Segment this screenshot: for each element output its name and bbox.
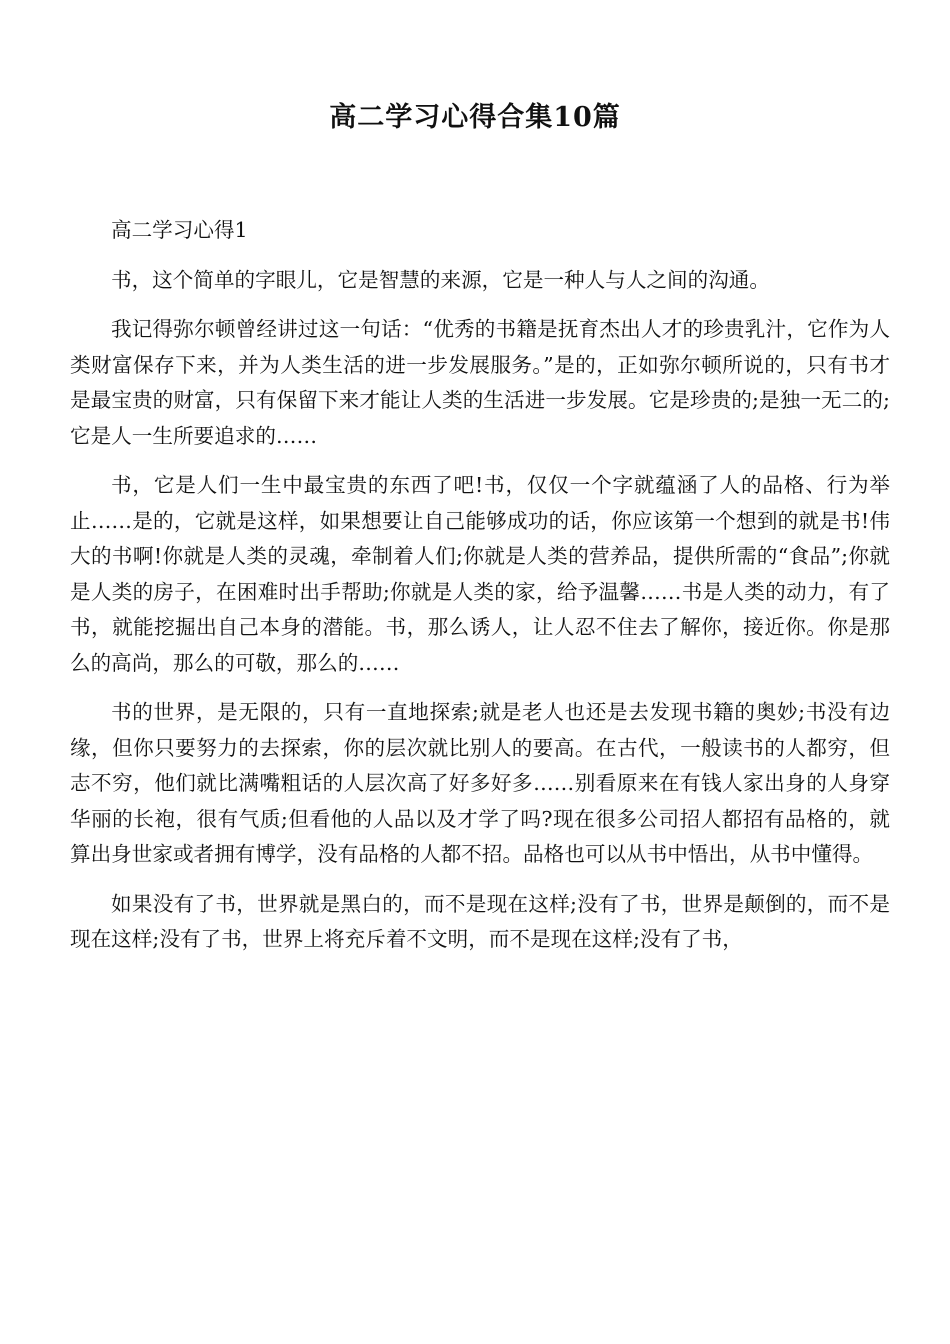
document-title: 高二学习心得合集10篇 bbox=[329, 102, 621, 133]
paragraph: 书的世界，是无限的，只有一直地探索;就是老人也还是去发现书籍的奥妙;书没有边缘，但你只要努力的去探索，你的层次就比别人的要高。在古代，一般读书的人都穷，但志不穷，他们就比满嘴粗话的人层次高了好多好多……别看原来在有钱人家出身的人身穿华丽的长袍，很有气质;但看他的人品以及才学了吗?现在很多公司招人都招有品格的，就算出身世家或者拥有博学，没有品格的人都不招。品格也可以从书中悟出，从书中懂得。 bbox=[70, 700, 890, 866]
paragraph: 我记得弥尔顿曾经讲过这一句话：“优秀的书籍是抚育杰出人才的珍贵乳汁，它作为人类财富保存下来，并为人类生活的进一步发展服务。”是的，正如弥尔顿所说的，只有书才是最宝贵的财富，只有保留下来才能让人类的生活进一步发展。它是珍贵的;是独一无二的;它是人一生所要追求的…… bbox=[70, 317, 890, 448]
paragraph: 书，它是人们一生中最宝贵的东西了吧!书，仅仅一个字就蕴涵了人的品格、行为举止……是的，它就是这样，如果想要让自己能够成功的话，你应该第一个想到的就是书!伟大的书啊!你就是人类的灵魂，牵制着人们;你就是人类的营养品，提供所需的“食品”;你就是人类的房子，在困难时出手帮助;你就是人类的家，给予温馨……书是人类的动力，有了书，就能挖掘出自己本身的潜能。书，那么诱人，让人忍不住去了解你，接近你。你是那么的高尚，那么的可敬，那么的…… bbox=[70, 473, 890, 675]
paragraph: 书，这个简单的字眼儿，它是智慧的来源，它是一种人与人之间的沟通。 bbox=[111, 267, 770, 292]
section-heading: 高二学习心得1 bbox=[111, 218, 248, 242]
document-body bbox=[70, 213, 890, 972]
paragraph: 如果没有了书，世界就是黑白的，而不是现在这样;没有了书，世界是颠倒的，而不是现在这样;没有了书，世界上将充斥着不文明，而不是现在这样;没有了书， bbox=[70, 891, 890, 951]
